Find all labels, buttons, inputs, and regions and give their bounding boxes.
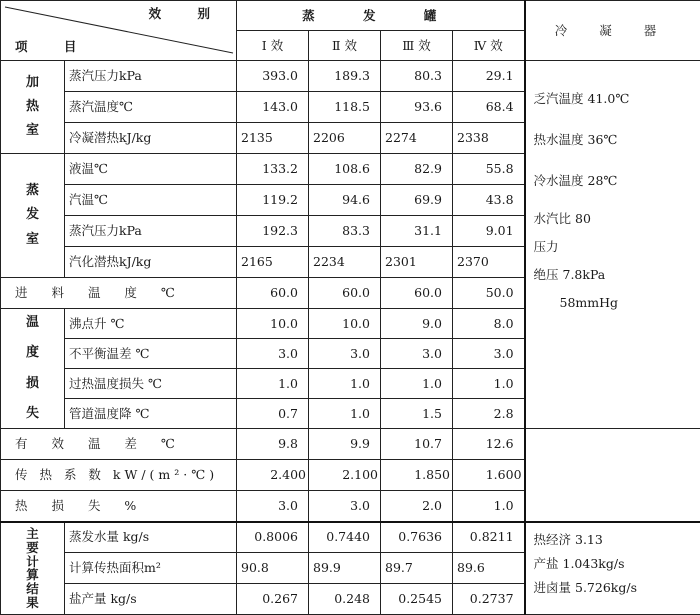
cell-value: 2165	[237, 247, 309, 278]
header-effect-1: Ⅰ 效	[237, 31, 309, 61]
cell-value: 1.0	[237, 369, 309, 399]
row-label-feed-temp: 进 料 温 度 ℃	[1, 278, 237, 309]
cell-value: 9.01	[453, 216, 525, 247]
cell-value: 89.9	[309, 553, 381, 584]
row-label: 蒸汽压力kPa	[65, 61, 237, 92]
cell-value: 393.0	[237, 61, 309, 92]
cell-value: 43.8	[453, 185, 525, 216]
row-label-effective-temp-diff: 有 效 温 差 ℃	[1, 429, 237, 460]
cell-value: 2.100	[309, 460, 381, 491]
cell-value: 9.9	[309, 429, 381, 460]
row-label: 蒸汽压力kPa	[65, 216, 237, 247]
cell-value: 29.1	[453, 61, 525, 92]
cell-value: 89.7	[381, 553, 453, 584]
cell-value: 0.2545	[381, 584, 453, 615]
group-evaporation-chamber: 蒸 发 室	[1, 154, 65, 278]
cell-value: 2370	[453, 247, 525, 278]
cell-value: 0.7	[237, 399, 309, 429]
cell-value: 1.0	[453, 369, 525, 399]
cell-value: 3.0	[381, 339, 453, 369]
header-effect-3: Ⅲ 效	[381, 31, 453, 61]
cell-value: 3.0	[309, 491, 381, 522]
cell-value: 0.267	[237, 584, 309, 615]
row-label: 盐产量 kg/s	[65, 584, 237, 615]
summary-data	[525, 522, 700, 615]
condenser-absolute-pressure: 绝压 7.8kPa	[533, 267, 606, 282]
cell-value: 133.2	[237, 154, 309, 185]
cell-value: 0.7636	[381, 522, 453, 553]
cell-value: 2301	[381, 247, 453, 278]
header-corner	[1, 1, 237, 61]
cell-value: 2.8	[453, 399, 525, 429]
header-condenser: 冷 凝 器	[525, 1, 700, 61]
cell-value: 50.0	[453, 278, 525, 309]
row-label: 汽温℃	[65, 185, 237, 216]
cell-value: 108.6	[309, 154, 381, 185]
cell-value: 9.0	[381, 309, 453, 339]
condenser-water-steam-ratio: 水汽比 80	[533, 211, 591, 226]
cell-value: 119.2	[237, 185, 309, 216]
header-evaporator: 蒸 发 罐	[237, 1, 525, 31]
cell-value: 1.0	[453, 491, 525, 522]
cell-value: 0.8211	[453, 522, 525, 553]
condenser-blank	[525, 429, 700, 522]
cell-value: 60.0	[381, 278, 453, 309]
row-label: 过热温度损失 ℃	[65, 369, 237, 399]
condenser-mmhg: 58mmHg	[559, 295, 619, 310]
cell-value: 192.3	[237, 216, 309, 247]
header-effect-label: 效 别	[148, 6, 226, 21]
cell-value: 3.0	[237, 339, 309, 369]
group-main-results: 主 要 计 算 结 果	[1, 522, 65, 615]
row-label: 管道温度降 ℃	[65, 399, 237, 429]
cell-value: 2.400	[237, 460, 309, 491]
cell-value: 55.8	[453, 154, 525, 185]
cell-value: 0.2737	[453, 584, 525, 615]
cell-value: 10.0	[237, 309, 309, 339]
cell-value: 89.6	[453, 553, 525, 584]
cell-value: 1.5	[381, 399, 453, 429]
cell-value: 1.0	[309, 369, 381, 399]
cell-value: 2338	[453, 123, 525, 154]
row-label: 蒸汽温度℃	[65, 92, 237, 123]
cell-value: 118.5	[309, 92, 381, 123]
cell-value: 93.6	[381, 92, 453, 123]
cell-value: 10.0	[309, 309, 381, 339]
summary-salt-output: 产盐 1.043kg/s	[533, 555, 625, 571]
cell-value: 68.4	[453, 92, 525, 123]
condenser-hot-water-temp: 热水温度 36℃	[533, 132, 618, 147]
cell-value: 60.0	[309, 278, 381, 309]
cell-value: 69.9	[381, 185, 453, 216]
cell-value: 3.0	[453, 339, 525, 369]
cell-value: 60.0	[237, 278, 309, 309]
cell-value: 1.0	[381, 369, 453, 399]
group-heating-chamber: 加 热 室	[1, 61, 65, 154]
cell-value: 2206	[309, 123, 381, 154]
cell-value: 1.600	[453, 460, 525, 491]
condenser-data	[525, 61, 700, 429]
row-label: 蒸发水量 kg/s	[65, 522, 237, 553]
cell-value: 2234	[309, 247, 381, 278]
cell-value: 143.0	[237, 92, 309, 123]
row-label: 不平衡温差 ℃	[65, 339, 237, 369]
cell-value: 2274	[381, 123, 453, 154]
cell-value: 189.3	[309, 61, 381, 92]
row-label: 沸点升 ℃	[65, 309, 237, 339]
cell-value: 1.0	[309, 399, 381, 429]
row-label: 计算传热面积m²	[65, 553, 237, 584]
row-label-heat-loss: 热 损 失 %	[1, 491, 237, 522]
cell-value: 12.6	[453, 429, 525, 460]
row-label-heat-transfer-coef: 传 热 系 数 kW/(m²·℃)	[1, 460, 237, 491]
header-item-label: 项 目	[15, 39, 93, 55]
cell-value: 0.7440	[309, 522, 381, 553]
cell-value: 8.0	[453, 309, 525, 339]
cell-value: 82.9	[381, 154, 453, 185]
row-label: 液温℃	[65, 154, 237, 185]
cell-value: 9.8	[237, 429, 309, 460]
header-effect-4: Ⅳ 效	[453, 31, 525, 61]
condenser-pressure-label: 压力	[533, 239, 559, 254]
cell-value: 3.0	[237, 491, 309, 522]
condenser-exhaust-temp: 乏汽温度 41.0℃	[533, 91, 630, 106]
cell-value: 10.7	[381, 429, 453, 460]
summary-brine-input: 进卤量 5.726kg/s	[533, 579, 637, 595]
cell-value: 80.3	[381, 61, 453, 92]
cell-value: 0.8006	[237, 522, 309, 553]
group-temperature-loss: 温 度 损 失	[1, 309, 65, 429]
cell-value: 1.850	[381, 460, 453, 491]
cell-value: 90.8	[237, 553, 309, 584]
cell-value: 3.0	[309, 339, 381, 369]
cell-value: 2.0	[381, 491, 453, 522]
row-label: 冷凝潜热kJ/kg	[65, 123, 237, 154]
condenser-cold-water-temp: 冷水温度 28℃	[533, 173, 618, 188]
cell-value: 83.3	[309, 216, 381, 247]
cell-value: 31.1	[381, 216, 453, 247]
summary-heat-economy: 热经济 3.13	[533, 531, 603, 547]
cell-value: 0.248	[309, 584, 381, 615]
row-label: 汽化潜热kJ/kg	[65, 247, 237, 278]
header-effect-2: Ⅱ 效	[309, 31, 381, 61]
cell-value: 2135	[237, 123, 309, 154]
cell-value: 94.6	[309, 185, 381, 216]
